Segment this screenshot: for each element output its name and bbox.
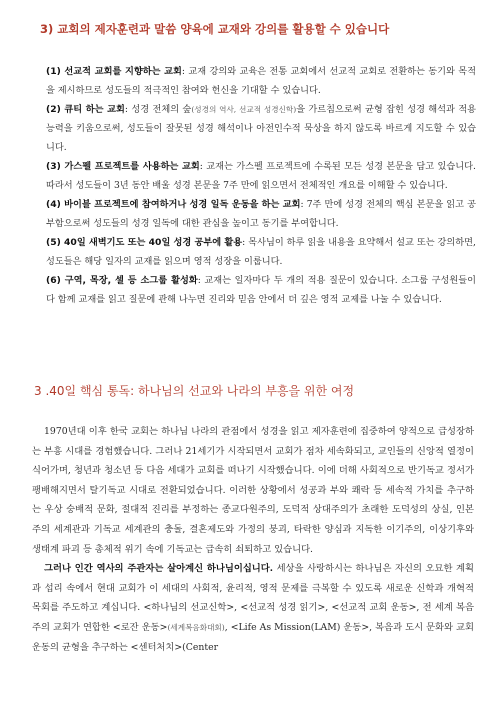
item-lead: (2) 큐티 하는 교회 [46,104,125,115]
section-title: 3 .40일 핵심 통독: 하나님의 선교와 나라의 부흥을 위한 여정 [34,384,355,398]
usage-list [46,62,476,309]
paragraph [32,559,474,657]
list-item [46,100,476,157]
paragraph-lead: 그러나 인간 역사의 주관자는 살아계신 하나님이십니다. [44,563,274,575]
item-note: (성경의 역사, 선교적 성경신학) [191,105,297,114]
list-item [46,157,476,195]
item-text: : 교재는 가스펠 프로젝트에 수록된 모든 성경 본문을 담고 있습니다. 따라서 성도들이 3년 동안 배울 성경 본문을 7주 만에 읽으면서 전체적인 개요를 이해할 수 있습니다. [46,161,476,191]
item-text: : 7주 만에 성경 전체의 핵심 본문을 읽고 공부함으로써 성도들의 성경 일독에 대한 관심을 높이고 동기를 부여합니다. [46,199,476,229]
item-text: 을 가르침으로써 균형 잡힌 성경 해석과 적용 능력을 키움으로써, 성도들이 잘못된 성경 해석이나 아전인수적 묵상을 하지 않도록 바르게 지도할 수 있습니다. [46,104,477,153]
section-body [32,422,474,657]
list-item [46,195,476,233]
item-lead: (1) 선교적 교회를 지향하는 교회 [46,66,182,77]
list-item [46,271,476,309]
list-item [46,233,476,271]
subsection-title: 3) 교회의 제자훈련과 말씀 양육에 교재와 강의를 활용할 수 있습니다 [40,22,390,36]
item-text: : 목사님이 하루 읽을 내용을 요약해서 설교 또는 강의하면, 성도들은 해당 일자의 교재를 읽으며 영적 성장을 이룹니다. [46,237,476,267]
item-lead: (3) 가스펠 프로젝트를 사용하는 교회 [46,161,200,172]
paragraph-note: (세계복음화대회) [167,622,225,632]
item-text: : 교재는 일자마다 두 개의 적용 질문이 있습니다. 소그룹 구성원들이 다 함께 교재를 읽고 질문에 관해 나누면 진리와 믿음 안에서 더 깊은 영적 교제를 나눌 수 있습니다. [46,275,476,305]
paragraph-text: 세상을 사랑하시는 하나님은 자신의 오묘한 계획과 섭리 속에서 현대 교회가 이 세대의 사회적, 윤리적, 영적 문제를 극복할 수 있도록 새로운 신학과 개혁적 목회를 주도하고 계십니다. <하나님의 선교신학>, <선교적 성경 읽기>, <선교적 교회 운동>, 전 세계 복음주의 교회가 연합한 <로잔 운동> [32,563,474,633]
item-lead: (6) 구역, 목장, 셀 등 소그룹 활성화 [46,275,198,286]
item-text: : 교재 강의와 교육은 전통 교회에서 선교적 교회로 전환하는 동기와 목적을 제시하므로 성도들의 적극적인 참여와 헌신을 기대할 수 있습니다. [46,66,476,96]
item-text: : 성경 전체의 숲 [124,104,192,115]
paragraph: 1970년대 이후 한국 교회는 하나님 나라의 관점에서 성경을 읽고 제자훈련에 집중하여 양적으로 급성장하는 부흥 시대를 경험했습니다. 그러나 21세기가 시작되면서 교회가 점차 세속화되고, 교인들의 신앙적 열정이 식어가며, 청년과 청소년 등 다음 세대가 교회를 떠나기 시작했습니다. 이에 더해 사회적으로 반기독교 정서가 팽배해지면서 탈기독교 시대로 전환되었습니다. 이러한 상황에서 성공과 부와 쾌락 등 세속적 가치를 추구하는 우상 숭배적 문화, 절대적 진리를 부정하는 종교다원주의, 도덕적 상대주의가 초래한 도덕성의 상실, 인본주의 세계관과 기독교 세계관의 충돌, 결혼제도와 가정의 붕괴, 타락한 양심과 지독한 이기주의, 이상기후와 생태계 파괴 등 총체적 위기 속에 기독교는 급속히 쇠퇴하고 있습니다. [32,426,474,555]
item-lead: (4) 바이블 프로젝트에 참여하거나 성경 일독 운동을 하는 교회 [46,199,301,210]
list-item [46,62,476,100]
paragraph-text: , <Life As Mission(LAM) 운동>, 복음과 도시 문화와 교회 운동의 균형을 추구하는 <센터처치>(Center [32,621,475,653]
item-lead: (5) 40일 새벽기도 또는 40일 성경 공부에 활용 [46,237,243,248]
